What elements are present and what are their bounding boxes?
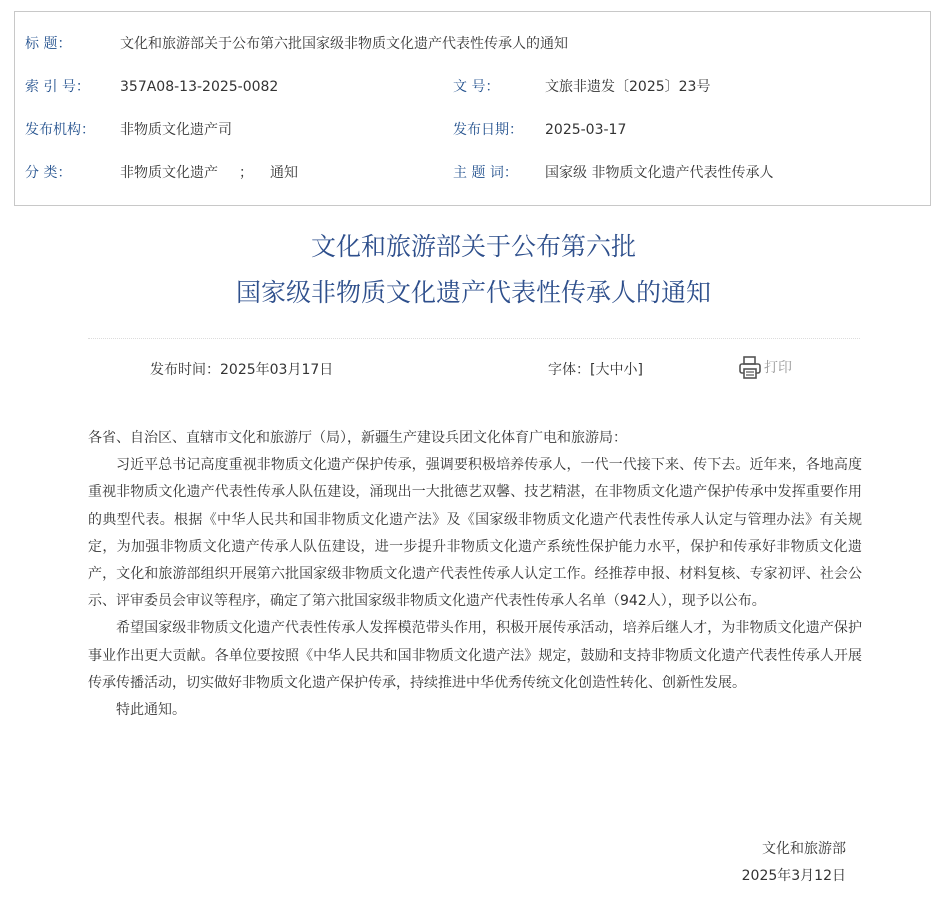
meta-org-value: 非物质文化遗产司 [120, 122, 232, 138]
signature-org: 文化和旅游部 [762, 841, 846, 857]
page-title-line-1: 文化和旅游部关于公布第六批 [310, 232, 636, 261]
page-title-line-2: 国家级非物质文化遗产代表性传承人的通知 [235, 278, 711, 307]
article-body [88, 425, 862, 724]
meta-category-value-2: 通知 [270, 165, 298, 181]
meta-row-index [15, 75, 930, 99]
closing-line: 特此通知。 [116, 702, 186, 719]
meta-row-title [15, 32, 930, 56]
article-info-bar [88, 338, 860, 389]
meta-keyword-value: 国家级 非物质文化遗产代表性传承人 [545, 165, 774, 181]
meta-docno-label: 文 号： [453, 79, 500, 95]
paragraph-1: 习近平总书记高度重视非物质文化遗产保护传承，强调要积极培养传承人，一代一代接下来、传下去。近年来，各地高度重视非物质文化遗产代表性传承人队伍建设，涌现出一大批德艺双馨、技艺精湛，在非物质文化遗产保护传承中发挥重要作用的典型代表。根据《中华人民共和国非物质文化遗产法》及《国家级非物质文化遗产代表性传承人认定与管理办法》有关规定，为加强非物质文化遗产传承人队伍建设，进一步提升非物质文化遗产系统性保护能力水平，保护和传承好非物质文化遗产，文化和旅游部组织开展第六批国家级非物质文化遗产代表性传承人认定工作。经推荐申报、材料复核、专家初评、社会公示、评审委员会审议等程序，确定了第六批国家级非物质文化遗产代表性传承人名单（942人），现予以公布。 [88, 457, 862, 610]
meta-index-label: 索 引 号： [25, 79, 90, 95]
meta-keyword-label: 主 题 词： [453, 165, 518, 181]
document-meta-box [14, 11, 931, 206]
meta-index-value: 357A08-13-2025-0082 [120, 79, 279, 95]
meta-title-value: 文化和旅游部关于公布第六批国家级非物质文化遗产代表性传承人的通知 [120, 36, 568, 52]
meta-org-label: 发布机构： [25, 122, 95, 138]
meta-category-separator: ； [239, 165, 253, 181]
font-size-selector[interactable]: 字体：[大中小] [548, 362, 643, 378]
printer-icon [738, 355, 762, 381]
meta-row-category [15, 161, 930, 185]
print-label: 打印 [764, 360, 792, 376]
salutation: 各省、自治区、直辖市文化和旅游厅（局），新疆生产建设兵团文化体育广电和旅游局： [88, 430, 627, 446]
paragraph-2: 希望国家级非物质文化遗产代表性传承人发挥模范带头作用，积极开展传承活动，培养后继人才，为非物质文化遗产保护事业作出更大贡献。各单位要按照《中华人民共和国非物质文化遗产法》规定，鼓励和支持非物质文化遗产代表性传承人开展传承传播活动，切实做好非物质文化遗产保护传承，持续推进中华优秀传统文化创造性转化、创新性发展。 [88, 620, 862, 691]
meta-row-org [15, 118, 930, 142]
print-button[interactable] [738, 355, 792, 381]
meta-docno-value: 文旅非遗发〔2025〕23号 [545, 79, 711, 95]
meta-category-value-1: 非物质文化遗产 [120, 165, 218, 181]
meta-date-label: 发布日期： [453, 122, 523, 138]
meta-category-label: 分 类： [25, 165, 72, 181]
meta-date-value: 2025-03-17 [545, 122, 627, 138]
signature-date: 2025年3月12日 [741, 868, 846, 884]
meta-title-label: 标 题： [25, 36, 72, 52]
publish-time: 发布时间：2025年03月17日 [150, 362, 334, 378]
